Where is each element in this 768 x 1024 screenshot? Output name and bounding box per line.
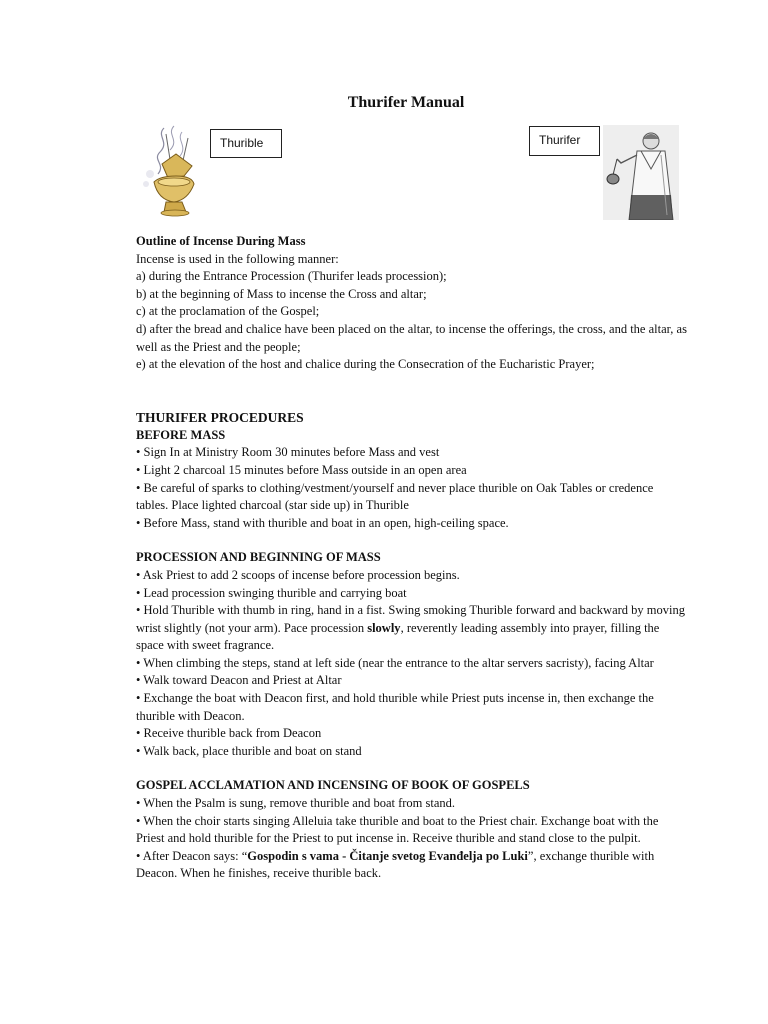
outline-intro: Incense is used in the following manner: <box>136 251 339 266</box>
before-mass-heading: BEFORE MASS <box>136 427 226 442</box>
procession-item-2: • Lead procession swinging thurible and carrying boat <box>136 585 407 600</box>
procession-item-6: • Exchange the boat with Deacon first, and hold thurible while Priest puts incense in, then exchange the thurible with Deacon. <box>136 691 654 723</box>
manual-content <box>136 233 688 883</box>
procession-heading: PROCESSION AND BEGINNING OF MASS <box>136 550 381 565</box>
gospel-item-1: • When the Psalm is sung, remove thurible and boat from stand. <box>136 796 456 811</box>
before-mass-item-3: • Be careful of sparks to clothing/vestment/yourself and never place thurible on Oak Tables or credence tables. Place lighted charcoal (star side up) in Thurible <box>136 480 654 513</box>
before-mass-item-1: • Sign In at Ministry Room 30 minutes before Mass and vest <box>136 445 440 460</box>
outline-item-a: a) during the Entrance Procession (Thurifer leads procession); <box>136 269 447 284</box>
thurifer-illustration <box>603 125 679 220</box>
gospel-quote: Gospodin s vama - Čitanje svetog Evanđelja po Luki <box>247 848 528 863</box>
procession-item-3 <box>136 602 688 655</box>
gospel-item-2: • When the choir starts singing Alleluia take thurible and boat to the Priest chair. Exchange boat with the Priest and hold thurible for the Priest to put incense in. Receive thurible and stand close to the pulpit. <box>136 813 659 846</box>
procession-item-3-text-end: , reverently leading assembly into prayer, filling the space with sweet fragrance. <box>136 620 660 653</box>
spacer <box>136 532 688 549</box>
procession-item-5: • Walk toward Deacon and Priest at Altar <box>136 673 342 688</box>
spacer <box>136 391 688 409</box>
procession-item-8: • Walk back, place thurible and boat on stand <box>136 743 362 758</box>
page-title: Thurifer Manual <box>347 94 465 111</box>
outline-heading: Outline of Incense During Mass <box>136 234 306 248</box>
before-mass-item-2: • Light 2 charcoal 15 minutes before Mass outside in an open area <box>136 462 467 477</box>
before-mass-item-4: • Before Mass, stand with thurible and boat in an open, high-ceiling space. <box>136 515 509 530</box>
spacer <box>136 760 688 777</box>
emphasis-slowly: slowly <box>367 620 401 635</box>
gospel-heading: GOSPEL ACCLAMATION AND INCENSING OF BOOK OF GOSPELS <box>136 778 530 793</box>
thurible-illustration <box>136 124 212 222</box>
spacer <box>136 374 688 391</box>
procession-item-7: • Receive thurible back from Deacon <box>136 726 322 741</box>
outline-item-b: b) at the beginning of Mass to incense the Cross and altar; <box>136 286 427 301</box>
outline-item-c: c) at the proclamation of the Gospel; <box>136 304 320 319</box>
procession-item-4: • When climbing the steps, stand at left side (near the entrance to the altar servers sacristy), facing Altar <box>136 655 654 670</box>
thurible-label: Thurible <box>210 129 282 158</box>
gospel-item-3 <box>136 848 688 883</box>
procession-item-3-text: • Hold Thurible with thumb in ring, hand in a fist. Swing smoking Thurible forward and backward by moving wrist slightly (not your arm). Pace procession <box>136 603 685 635</box>
outline-item-e: e) at the elevation of the host and chalice during the Consecration of the Eucharistic Prayer; <box>136 357 595 372</box>
gospel-item-3-text: • After Deacon says: “ <box>136 848 248 863</box>
procedures-heading: THURIFER PROCEDURES <box>136 409 304 425</box>
gospel-item-3-text-end: ”, exchange thurible with Deacon. When he finishes, receive thurible back. <box>136 848 655 881</box>
thurifer-label: Thurifer <box>529 126 600 156</box>
procession-item-1: • Ask Priest to add 2 scoops of incense before procession begins. <box>136 567 460 582</box>
outline-item-d: d) after the bread and chalice have been placed on the altar, to incense the offerings, the cross, and the altar, as well as the Priest and the people; <box>136 321 687 354</box>
